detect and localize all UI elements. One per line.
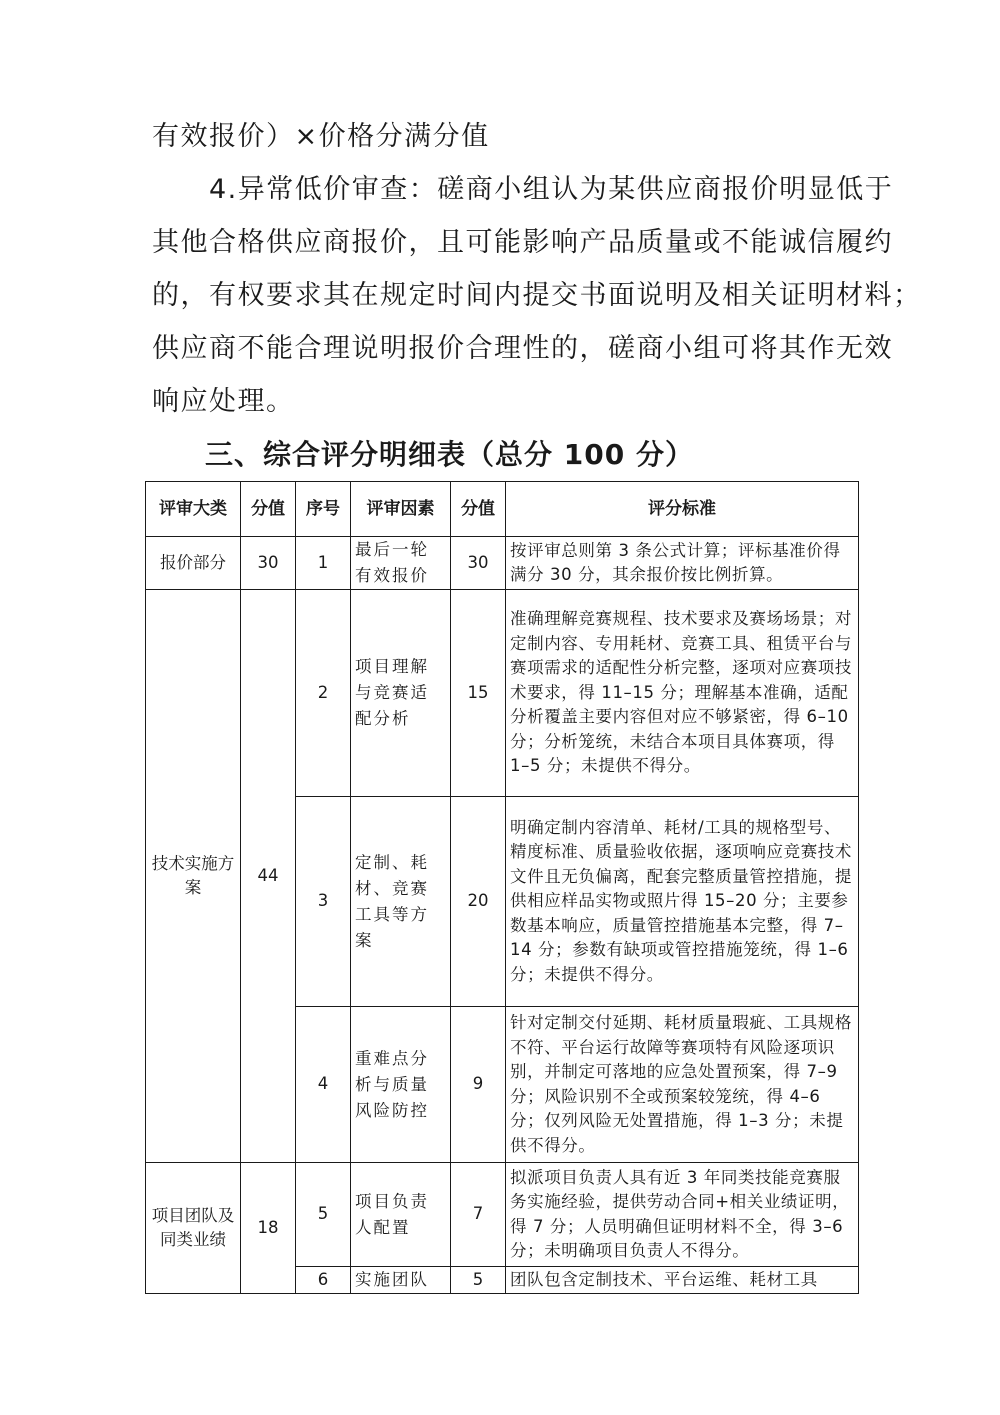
factor-cell: 实施团队	[351, 1267, 451, 1294]
category-score-cell: 44	[241, 590, 296, 1163]
seq-cell: 5	[296, 1163, 351, 1267]
header-factor: 评审因素	[351, 482, 451, 537]
table-row	[146, 1163, 859, 1267]
score-cell: 5	[451, 1267, 506, 1294]
header-criteria: 评分标准	[506, 482, 859, 537]
factor-cell: 项目理解与竞赛适配分析	[351, 590, 451, 797]
factor-cell: 重难点分析与质量风险防控	[351, 1007, 451, 1163]
table-row	[146, 537, 859, 590]
category-score-cell: 30	[241, 537, 296, 590]
criteria-cell: 拟派项目负责人具有近 3 年同类技能竞赛服务实施经验，提供劳动合同+相关业绩证明，得 7 分；人员明确但证明材料不全，得 3–6 分；未明确项目负责人不得分。	[506, 1163, 859, 1267]
seq-cell: 2	[296, 590, 351, 797]
header-score: 分值	[451, 482, 506, 537]
criteria-cell: 准确理解竞赛规程、技术要求及赛场场景；对定制内容、专用耗材、竞赛工具、租赁平台与赛项需求的适配性分析完整，逐项对应赛项技术要求，得 11–15 分；理解基本准确，适配分析覆盖主要内容但对应不够紧密，得 6–10 分；分析笼统，未结合本项目具体赛项，得 1–5 分；未提供不得分。	[506, 590, 859, 797]
seq-cell: 6	[296, 1267, 351, 1294]
factor-cell: 项目负责人配置	[351, 1163, 451, 1267]
category-cell: 项目团队及同类业绩	[146, 1163, 241, 1294]
header-category-score: 分值	[241, 482, 296, 537]
factor-cell: 最后一轮有效报价	[351, 537, 451, 590]
seq-cell: 1	[296, 537, 351, 590]
paragraph-line-2: 4.异常低价审查：磋商小组认为某供应商报价明显低于	[152, 174, 894, 205]
factor-cell: 定制、耗材、竞赛工具等方案	[351, 797, 451, 1007]
table-row	[146, 590, 859, 797]
header-category: 评审大类	[146, 482, 241, 537]
criteria-cell: 明确定制内容清单、耗材/工具的规格型号、精度标准、质量验收依据，逐项响应竞赛技术文件且无负偏离，配套完整质量管控措施，提供相应样品实物或照片得 15–20 分；主要参数基本响应，质量管控措施基本完整，得 7–14 分；参数有缺项或管控措施笼统，得 1–6 分；未提供不得分。	[506, 797, 859, 1007]
section-title: 三、综合评分明细表（总分 100 分）	[205, 438, 694, 471]
category-cell: 技术实施方案	[146, 590, 241, 1163]
seq-cell: 3	[296, 797, 351, 1007]
paragraph-line-5: 供应商不能合理说明报价合理性的，磋商小组可将其作无效	[152, 333, 893, 364]
criteria-cell: 按评审总则第 3 条公式计算；评标基准价得满分 30 分，其余报价按比例折算。	[506, 537, 859, 590]
paragraph-line-3: 其他合格供应商报价，且可能影响产品质量或不能诚信履约	[152, 227, 893, 258]
score-table	[145, 481, 859, 1294]
paragraph-line-6: 响应处理。	[152, 386, 295, 417]
paragraph-line-1: 有效报价）×价格分满分值	[152, 121, 490, 152]
score-cell: 30	[451, 537, 506, 590]
score-cell: 15	[451, 590, 506, 797]
score-cell: 9	[451, 1007, 506, 1163]
category-cell: 报价部分	[146, 537, 241, 590]
score-cell: 7	[451, 1163, 506, 1267]
paragraph-line-4: 的，有权要求其在规定时间内提交书面说明及相关证明材料；	[152, 280, 922, 311]
category-score-cell: 18	[241, 1163, 296, 1294]
header-seq: 序号	[296, 482, 351, 537]
criteria-cell: 针对定制交付延期、耗材质量瑕疵、工具规格不符、平台运行故障等赛项特有风险逐项识别，并制定可落地的应急处置预案，得 7–9 分；风险识别不全或预案较笼统，得 4–6 分；仅列风险无处置措施，得 1–3 分；未提供不得分。	[506, 1007, 859, 1163]
seq-cell: 4	[296, 1007, 351, 1163]
score-cell: 20	[451, 797, 506, 1007]
criteria-cell: 团队包含定制技术、平台运维、耗材工具	[506, 1267, 859, 1294]
table-header-row	[146, 482, 859, 537]
